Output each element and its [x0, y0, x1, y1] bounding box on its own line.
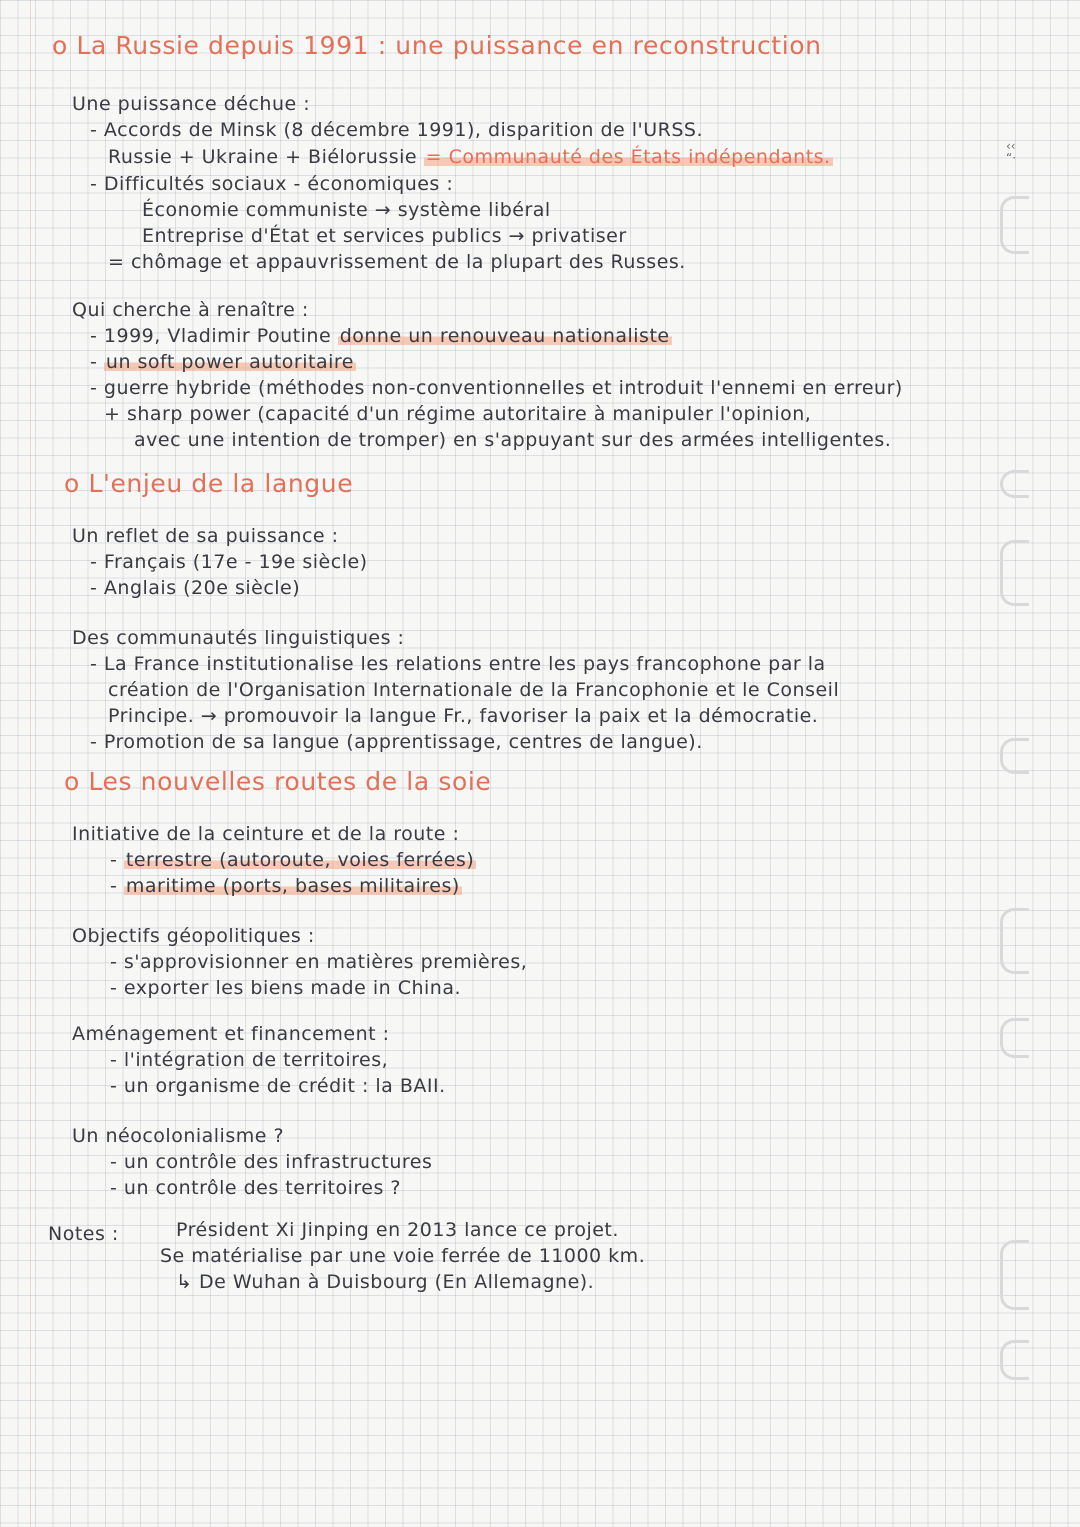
note-line: - l'intégration de territoires,	[110, 1049, 389, 1071]
binder-ring	[1000, 196, 1029, 254]
binder-ring	[1000, 1018, 1029, 1058]
highlight: = Communauté des États indépendants.	[425, 146, 831, 168]
margin-line	[30, 0, 31, 1527]
note-line: - Accords de Minsk (8 décembre 1991), disparition de l'URSS.	[90, 119, 703, 141]
note-line: - terrestre (autoroute, voies ferrées)	[110, 849, 475, 871]
note-line: - Français (17e - 19e siècle)	[90, 551, 368, 573]
note-line: Russie + Ukraine + Biélorussie = Communauté des États indépendants.	[108, 146, 831, 168]
binder-ring	[1000, 908, 1029, 974]
note-line: Principe. → promouvoir la langue Fr., favoriser la paix et la démocratie.	[108, 705, 819, 727]
note-line: - un contrôle des infrastructures	[110, 1151, 433, 1173]
highlight: un soft power autoritaire	[105, 351, 354, 373]
note-line: = chômage et appauvrissement de la plupart des Russes.	[108, 251, 686, 273]
subheading-communautes: Des communautés linguistiques :	[72, 627, 405, 649]
highlight: maritime (ports, bases militaires)	[125, 875, 460, 897]
subheading-reflet: Un reflet de sa puissance :	[72, 525, 339, 547]
binder-ring	[1000, 470, 1029, 498]
note-line: Économie communiste → système libéral	[142, 199, 551, 221]
binder-ring	[1000, 738, 1029, 774]
note-line: - 1999, Vladimir Poutine donne un renouveau nationaliste	[90, 325, 670, 347]
subheading-puissance-dechue: Une puissance déchue :	[72, 93, 311, 115]
note-line: Se matérialise par une voie ferrée de 11000 km.	[160, 1245, 646, 1267]
binder-ring	[1000, 1340, 1029, 1380]
note-line: - maritime (ports, bases militaires)	[110, 875, 460, 897]
note-line: - La France institutionalise les relations entre les pays francophone par la	[90, 653, 826, 675]
section-title-language: o L'enjeu de la langue	[64, 469, 354, 498]
subheading-neocolonialisme: Un néocolonialisme ?	[72, 1125, 285, 1147]
subheading-initiative: Initiative de la ceinture et de la route :	[72, 823, 460, 845]
binder-ring	[1000, 1240, 1029, 1310]
subheading-amenagement: Aménagement et financement :	[72, 1023, 390, 1045]
binder-ring	[1000, 540, 1029, 606]
subheading-renaitre: Qui cherche à renaître :	[72, 299, 309, 321]
note-line: - Promotion de sa langue (apprentissage, centres de langue).	[90, 731, 703, 753]
note-line: - s'approvisionner en matières premières,	[110, 951, 528, 973]
highlight: donne un renouveau nationaliste	[339, 325, 670, 347]
note-line: - exporter les biens made in China.	[110, 977, 462, 999]
note-line: - guerre hybride (méthodes non-conventionnelles et introduit l'ennemi en erreur)	[90, 377, 903, 399]
note-line: - un organisme de crédit : la BAII.	[110, 1075, 446, 1097]
notes-label: Notes :	[48, 1223, 119, 1245]
note-line: Président Xi Jinping en 2013 lance ce projet.	[176, 1219, 619, 1241]
note-line: avec une intention de tromper) en s'appuyant sur des armées intelligentes.	[134, 429, 892, 451]
note-line: - Difficultés sociaux - économiques :	[90, 173, 454, 195]
note-line: - un soft power autoritaire	[90, 351, 354, 373]
note-line: création de l'Organisation Internationale de la Francophonie et le Conseil	[108, 679, 840, 701]
section-title-silk-roads: o Les nouvelles routes de la soie	[64, 767, 492, 796]
note-line: - Anglais (20e siècle)	[90, 577, 301, 599]
note-line: + sharp power (capacité d'un régime autoritaire à manipuler l'opinion,	[104, 403, 812, 425]
subheading-objectifs: Objectifs géopolitiques :	[72, 925, 315, 947]
note-line: ↳ De Wuhan à Duisbourg (En Allemagne).	[176, 1271, 595, 1293]
highlight: terrestre (autoroute, voies ferrées)	[125, 849, 475, 871]
note-line: - un contrôle des territoires ?	[110, 1177, 401, 1199]
margin-scribble: ‹‹ “·	[1006, 139, 1017, 165]
section-title-russia: o La Russie depuis 1991 : une puissance en reconstruction	[52, 31, 822, 60]
note-line: Entreprise d'État et services publics → privatiser	[142, 225, 627, 247]
